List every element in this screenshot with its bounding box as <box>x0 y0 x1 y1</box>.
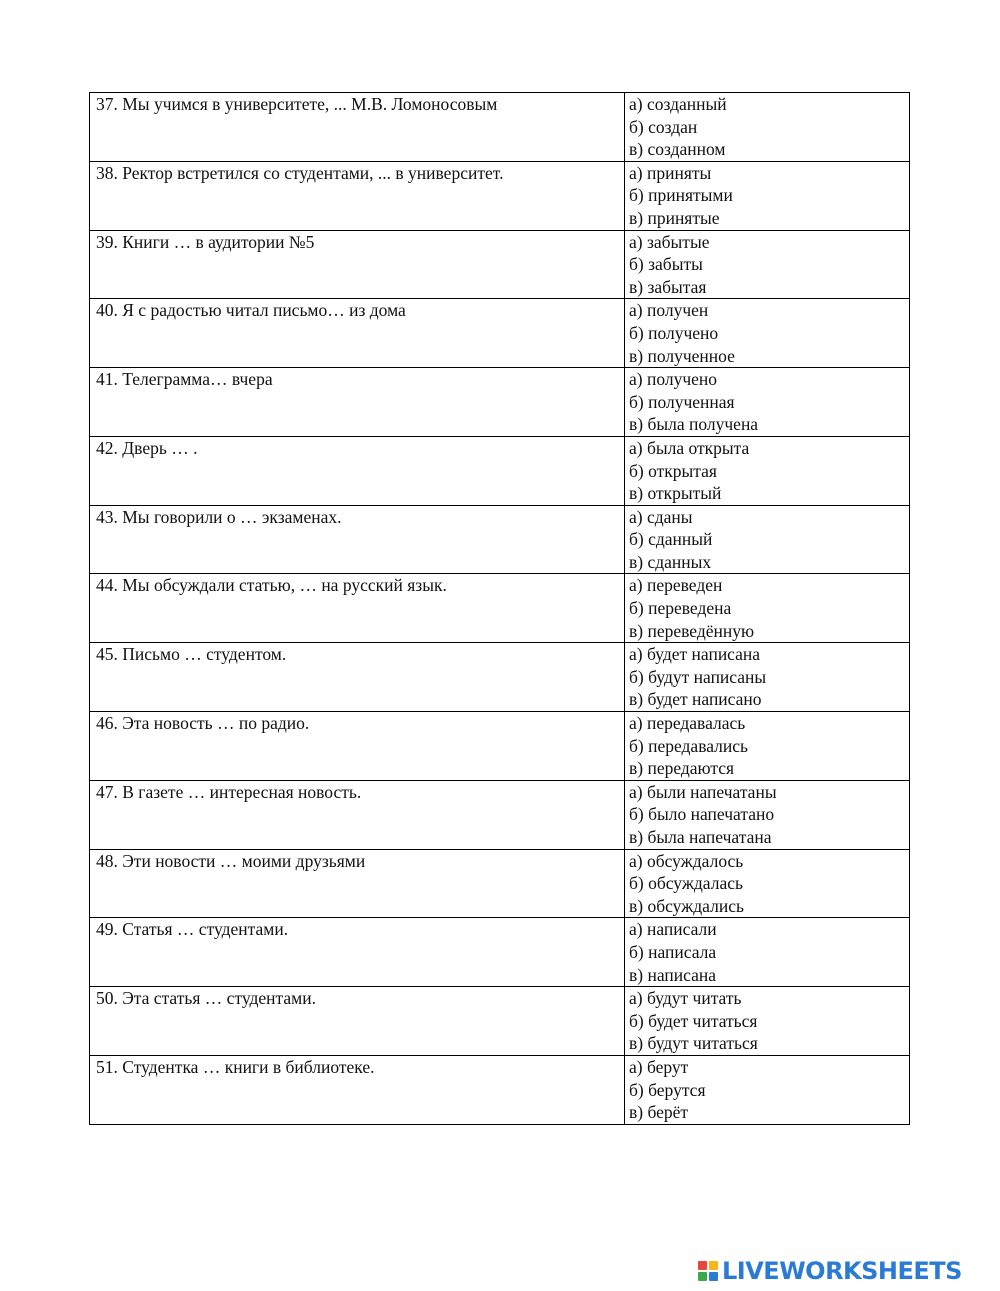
answer-option[interactable]: в) созданном <box>629 139 726 160</box>
answer-option[interactable]: а) была открыта <box>629 437 750 458</box>
answer-option[interactable]: а) приняты <box>629 162 712 183</box>
logo-text: LIVEWORKSHEETS <box>722 1257 962 1285</box>
answer-option[interactable]: а) берут <box>629 1056 689 1077</box>
answer-option[interactable]: а) обсуждалось <box>629 850 744 871</box>
answer-options <box>625 230 910 299</box>
answer-option[interactable]: в) сданных <box>629 551 712 572</box>
answer-option[interactable]: а) сданы <box>629 506 693 527</box>
answer-option[interactable]: б) полученная <box>629 391 735 412</box>
answer-options <box>625 299 910 368</box>
answer-option[interactable]: в) забытая <box>629 276 707 297</box>
answer-option[interactable]: в) была получена <box>629 414 759 435</box>
answer-option[interactable]: в) будет написано <box>629 689 762 710</box>
table-row <box>90 574 910 643</box>
answer-option[interactable]: б) берутся <box>629 1079 706 1100</box>
question-text: 38. Ректор встретился со студентами, ... в университет. <box>90 161 625 230</box>
answer-option[interactable]: б) было напечатано <box>629 804 775 825</box>
answer-option[interactable]: б) получено <box>629 322 719 343</box>
table-row <box>90 987 910 1056</box>
table-row <box>90 643 910 712</box>
answer-option[interactable]: а) созданный <box>629 94 727 114</box>
answer-option[interactable]: в) берёт <box>629 1102 689 1123</box>
logo-block-red <box>698 1261 707 1270</box>
answer-option[interactable]: в) переведённую <box>629 620 755 641</box>
table-row <box>90 368 910 437</box>
answer-option[interactable]: б) передавались <box>629 735 748 756</box>
question-text: 50. Эта статья … студентами. <box>90 987 625 1056</box>
quiz-table <box>89 92 910 1125</box>
answer-options <box>625 987 910 1056</box>
table-row <box>90 1055 910 1124</box>
question-text: 40. Я с радостью читал письмо… из дома <box>90 299 625 368</box>
answer-options <box>625 505 910 574</box>
liveworksheets-logo <box>698 1256 962 1286</box>
answer-option[interactable]: а) будет написана <box>629 644 761 665</box>
question-text: 37. Мы учимся в университете, ... М.В. Ломоносовым <box>90 93 625 162</box>
answer-option[interactable]: а) передавалась <box>629 713 746 734</box>
answer-option[interactable]: в) открытый <box>629 483 722 504</box>
answer-options <box>625 368 910 437</box>
answer-option[interactable]: в) принятые <box>629 207 720 228</box>
answer-options <box>625 643 910 712</box>
answer-option[interactable]: а) будут читать <box>629 988 742 1009</box>
question-text: 49. Статья … студентами. <box>90 918 625 987</box>
table-row <box>90 436 910 505</box>
answer-options <box>625 161 910 230</box>
answer-option[interactable]: а) написали <box>629 919 717 940</box>
answer-option[interactable]: а) были напечатаны <box>629 781 777 802</box>
table-row <box>90 161 910 230</box>
question-text: 45. Письмо … студентом. <box>90 643 625 712</box>
question-text: 47. В газете … интересная новость. <box>90 780 625 849</box>
table-row <box>90 918 910 987</box>
answer-option[interactable]: б) переведена <box>629 598 732 619</box>
answer-options <box>625 574 910 643</box>
table-row <box>90 505 910 574</box>
answer-option[interactable]: в) передаются <box>629 758 735 779</box>
table-row <box>90 849 910 918</box>
answer-options <box>625 93 910 162</box>
question-text: 42. Дверь … . <box>90 436 625 505</box>
question-text: 51. Студентка … книги в библиотеке. <box>90 1055 625 1124</box>
answer-option[interactable]: а) забытые <box>629 231 710 252</box>
question-text: 39. Книги … в аудитории №5 <box>90 230 625 299</box>
table-row <box>90 712 910 781</box>
answer-option[interactable]: в) обсуждались <box>629 895 744 916</box>
table-row <box>90 230 910 299</box>
quiz-body <box>90 93 910 1125</box>
answer-option[interactable]: б) будет читаться <box>629 1010 758 1031</box>
answer-options <box>625 849 910 918</box>
logo-block-green <box>698 1272 707 1281</box>
question-text: 46. Эта новость … по радио. <box>90 712 625 781</box>
table-row <box>90 780 910 849</box>
answer-option[interactable]: б) будут написаны <box>629 666 767 687</box>
table-row <box>90 93 910 162</box>
answer-options <box>625 436 910 505</box>
answer-option[interactable]: а) получено <box>629 369 718 390</box>
table-row <box>90 299 910 368</box>
answer-option[interactable]: б) принятыми <box>629 185 733 206</box>
answer-option[interactable]: б) создан <box>629 116 698 137</box>
answer-option[interactable]: а) получен <box>629 300 709 321</box>
question-text: 41. Телеграмма… вчера <box>90 368 625 437</box>
logo-block-blue <box>709 1272 718 1281</box>
answer-option[interactable]: б) сданный <box>629 529 713 550</box>
answer-option[interactable]: б) обсуждалась <box>629 873 743 894</box>
answer-option[interactable]: б) открытая <box>629 460 717 481</box>
question-text: 44. Мы обсуждали статью, … на русский язык. <box>90 574 625 643</box>
answer-option[interactable]: в) будут читаться <box>629 1033 758 1054</box>
answer-options <box>625 1055 910 1124</box>
question-text: 48. Эти новости … моими друзьями <box>90 849 625 918</box>
answer-option[interactable]: а) переведен <box>629 575 723 596</box>
answer-option[interactable]: в) полученное <box>629 345 735 366</box>
logo-block-yellow <box>709 1261 718 1270</box>
answer-option[interactable]: б) написала <box>629 941 717 962</box>
answer-option[interactable]: в) была напечатана <box>629 827 772 847</box>
answer-option[interactable]: в) написана <box>629 964 716 985</box>
answer-options <box>625 780 910 849</box>
answer-options <box>625 918 910 987</box>
answer-options <box>625 712 910 781</box>
answer-option[interactable]: б) забыты <box>629 254 703 275</box>
logo-blocks-icon <box>698 1261 718 1281</box>
question-text: 43. Мы говорили о … экзаменах. <box>90 505 625 574</box>
